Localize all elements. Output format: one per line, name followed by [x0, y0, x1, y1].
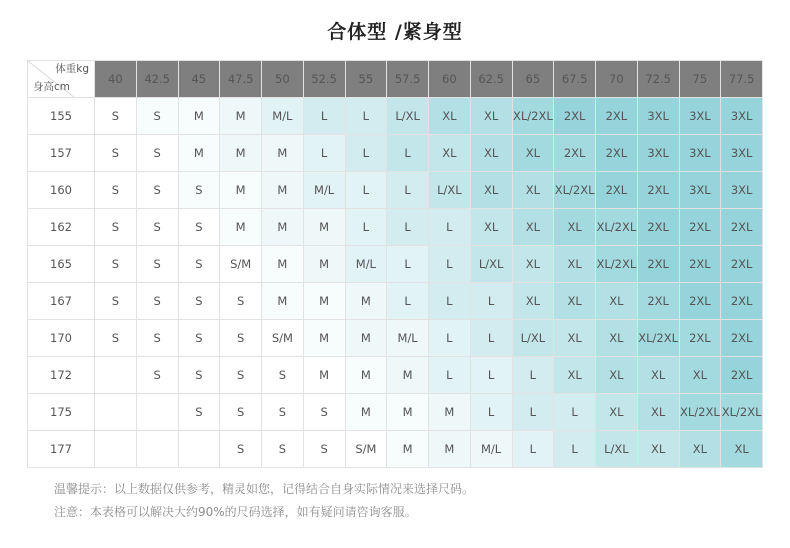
size-cell: XL: [512, 172, 554, 209]
size-cell: L: [387, 283, 429, 320]
size-cell: L: [429, 357, 471, 394]
size-cell: XL: [679, 357, 721, 394]
size-cell: 2XL: [637, 246, 679, 283]
weight-header-cell: 42.5: [136, 61, 178, 98]
size-cell: XL: [554, 209, 596, 246]
weight-header-cell: 45: [178, 61, 220, 98]
size-cell: L: [429, 320, 471, 357]
size-cell: 2XL: [721, 246, 763, 283]
size-cell: L/XL: [596, 431, 638, 468]
table-row: [28, 283, 763, 320]
size-cell: S: [220, 394, 262, 431]
size-cell: [136, 394, 178, 431]
size-cell: S: [220, 320, 262, 357]
size-cell: L: [303, 135, 345, 172]
size-cell: S: [95, 320, 137, 357]
size-cell: XL: [512, 135, 554, 172]
table-row: [28, 246, 763, 283]
size-cell: M: [220, 135, 262, 172]
size-cell: L/XL: [470, 246, 512, 283]
size-cell: XL: [470, 172, 512, 209]
size-cell: S: [303, 394, 345, 431]
size-cell: M: [220, 172, 262, 209]
height-cell: 175: [28, 394, 95, 431]
weight-header-cell: 40: [95, 61, 137, 98]
size-cell: XL: [429, 135, 471, 172]
size-cell: L: [429, 283, 471, 320]
size-cell: S/M: [345, 431, 387, 468]
size-cell: XL: [637, 394, 679, 431]
table-row: [28, 209, 763, 246]
size-cell: S: [220, 283, 262, 320]
size-cell: L: [345, 172, 387, 209]
size-cell: M/L: [387, 320, 429, 357]
size-cell: XL: [429, 98, 471, 135]
weight-header-cell: 65: [512, 61, 554, 98]
size-cell: S: [136, 98, 178, 135]
size-cell: XL: [554, 357, 596, 394]
size-cell: S: [220, 357, 262, 394]
size-cell: 2XL: [679, 209, 721, 246]
size-cell: 3XL: [721, 135, 763, 172]
size-cell: L: [345, 135, 387, 172]
size-cell: 2XL: [721, 357, 763, 394]
size-cell: M: [387, 357, 429, 394]
size-cell: L: [429, 209, 471, 246]
size-cell: XL: [637, 357, 679, 394]
size-cell: XL/2XL: [637, 320, 679, 357]
size-cell: M: [220, 98, 262, 135]
note-line-1: 温馨提示：以上数据仅供参考，精灵如您，记得结合自身实际情况来选择尺码。: [54, 482, 475, 496]
height-cell: 165: [28, 246, 95, 283]
size-chart-table-wrapper: [27, 60, 763, 468]
size-cell: XL/2XL: [721, 394, 763, 431]
weight-header-cell: 50: [262, 61, 304, 98]
weight-axis-label: 体重kg: [55, 63, 89, 75]
size-cell: M/L: [303, 172, 345, 209]
size-cell: 2XL: [596, 172, 638, 209]
size-cell: XL: [554, 246, 596, 283]
size-cell: M/L: [345, 246, 387, 283]
height-cell: 177: [28, 431, 95, 468]
size-cell: M: [387, 394, 429, 431]
size-cell: 2XL: [637, 209, 679, 246]
size-cell: S: [178, 172, 220, 209]
size-cell: S: [220, 431, 262, 468]
size-cell: M: [303, 283, 345, 320]
size-cell: M: [303, 357, 345, 394]
table-row: [28, 98, 763, 135]
size-cell: M: [429, 394, 471, 431]
weight-header-cell: 47.5: [220, 61, 262, 98]
size-cell: 2XL: [554, 135, 596, 172]
size-cell: L: [429, 246, 471, 283]
size-cell: S: [136, 283, 178, 320]
size-cell: L: [470, 357, 512, 394]
size-cell: S: [303, 431, 345, 468]
size-cell: S: [95, 172, 137, 209]
size-cell: M: [429, 431, 471, 468]
size-cell: M: [178, 98, 220, 135]
size-cell: L/XL: [512, 320, 554, 357]
size-cell: S: [178, 283, 220, 320]
size-cell: M: [262, 283, 304, 320]
table-row: [28, 135, 763, 172]
size-cell: M: [220, 209, 262, 246]
size-cell: XL: [596, 394, 638, 431]
height-cell: 172: [28, 357, 95, 394]
size-cell: 3XL: [721, 98, 763, 135]
size-cell: XL: [596, 283, 638, 320]
axis-corner-cell: [28, 61, 95, 98]
size-cell: 2XL: [596, 98, 638, 135]
size-cell: XL: [470, 209, 512, 246]
size-cell: XL/2XL: [596, 246, 638, 283]
size-cell: L: [345, 98, 387, 135]
size-cell: S: [136, 209, 178, 246]
size-cell: M: [262, 209, 304, 246]
size-cell: 3XL: [679, 135, 721, 172]
size-cell: 3XL: [679, 98, 721, 135]
notes-block: [54, 478, 763, 524]
size-cell: XL: [596, 357, 638, 394]
size-cell: 2XL: [637, 283, 679, 320]
size-cell: M: [303, 209, 345, 246]
size-cell: XL: [637, 431, 679, 468]
size-cell: 3XL: [637, 135, 679, 172]
height-cell: 170: [28, 320, 95, 357]
size-cell: 2XL: [596, 135, 638, 172]
size-cell: XL: [512, 246, 554, 283]
weight-header-cell: 52.5: [303, 61, 345, 98]
weight-header-cell: 60: [429, 61, 471, 98]
size-cell: M: [345, 357, 387, 394]
size-cell: 2XL: [554, 98, 596, 135]
size-cell: [95, 357, 137, 394]
size-cell: M: [345, 320, 387, 357]
size-cell: L: [512, 431, 554, 468]
weight-header-cell: 62.5: [470, 61, 512, 98]
size-cell: S: [95, 246, 137, 283]
size-cell: S: [262, 394, 304, 431]
table-row: [28, 172, 763, 209]
size-cell: S: [178, 357, 220, 394]
size-cell: XL: [470, 135, 512, 172]
note-line-2: 注意：本表格可以解决大约90%的尺码选择，如有疑问请咨询客服。: [54, 504, 417, 519]
size-cell: S: [262, 357, 304, 394]
size-cell: S: [136, 357, 178, 394]
table-row: [28, 394, 763, 431]
table-row: [28, 431, 763, 468]
size-cell: 3XL: [679, 172, 721, 209]
size-cell: L/XL: [387, 98, 429, 135]
size-cell: XL/2XL: [554, 172, 596, 209]
height-cell: 160: [28, 172, 95, 209]
weight-header-cell: 77.5: [721, 61, 763, 98]
size-chart-table: [27, 60, 763, 468]
size-cell: 2XL: [721, 283, 763, 320]
height-cell: 167: [28, 283, 95, 320]
size-cell: L/XL: [429, 172, 471, 209]
size-cell: S/M: [262, 320, 304, 357]
size-cell: L: [470, 283, 512, 320]
size-cell: M: [303, 320, 345, 357]
size-cell: 2XL: [721, 209, 763, 246]
size-cell: L: [303, 98, 345, 135]
table-body: [28, 98, 763, 468]
size-cell: 2XL: [679, 320, 721, 357]
weight-header-cell: 70: [596, 61, 638, 98]
size-cell: 2XL: [637, 172, 679, 209]
size-cell: S: [178, 394, 220, 431]
size-cell: S: [178, 246, 220, 283]
size-cell: L: [387, 209, 429, 246]
size-cell: L: [554, 431, 596, 468]
size-cell: 2XL: [679, 246, 721, 283]
size-cell: XL: [554, 320, 596, 357]
size-cell: L: [387, 135, 429, 172]
size-cell: M/L: [262, 98, 304, 135]
size-cell: S/M: [220, 246, 262, 283]
size-cell: L: [470, 394, 512, 431]
size-cell: S: [95, 283, 137, 320]
weight-header-cell: 72.5: [637, 61, 679, 98]
size-cell: 3XL: [721, 172, 763, 209]
size-cell: XL: [470, 98, 512, 135]
size-cell: S: [95, 98, 137, 135]
size-cell: S: [136, 135, 178, 172]
height-cell: 155: [28, 98, 95, 135]
table-row: [28, 320, 763, 357]
size-cell: 2XL: [721, 320, 763, 357]
size-cell: M: [387, 431, 429, 468]
size-cell: M: [345, 394, 387, 431]
size-cell: [95, 431, 137, 468]
size-cell: L: [470, 320, 512, 357]
size-cell: XL: [679, 431, 721, 468]
size-cell: S: [136, 172, 178, 209]
size-cell: S: [178, 320, 220, 357]
size-cell: 3XL: [637, 98, 679, 135]
size-cell: XL: [512, 209, 554, 246]
size-cell: XL: [512, 283, 554, 320]
size-cell: M: [262, 172, 304, 209]
weight-header-cell: 75: [679, 61, 721, 98]
size-cell: L: [554, 394, 596, 431]
size-cell: M: [262, 135, 304, 172]
size-cell: [178, 431, 220, 468]
size-cell: M: [345, 283, 387, 320]
size-cell: XL/2XL: [679, 394, 721, 431]
size-cell: XL: [554, 283, 596, 320]
table-row: [28, 357, 763, 394]
size-cell: L: [512, 394, 554, 431]
size-cell: S: [262, 431, 304, 468]
weight-header-cell: 57.5: [387, 61, 429, 98]
size-cell: M: [178, 135, 220, 172]
size-cell: XL/2XL: [512, 98, 554, 135]
table-header-row: [28, 61, 763, 98]
page-title: 合体型 /紧身型: [327, 21, 463, 43]
height-axis-label: 身高cm: [33, 81, 71, 94]
size-cell: S: [136, 246, 178, 283]
size-cell: XL/2XL: [596, 209, 638, 246]
weight-header-cell: 55: [345, 61, 387, 98]
size-cell: M/L: [470, 431, 512, 468]
size-cell: L: [512, 357, 554, 394]
size-cell: S: [178, 209, 220, 246]
size-cell: L: [387, 246, 429, 283]
size-cell: XL: [721, 431, 763, 468]
size-cell: XL: [596, 320, 638, 357]
size-cell: M: [262, 246, 304, 283]
size-cell: M: [303, 246, 345, 283]
height-cell: 157: [28, 135, 95, 172]
weight-header-cell: 67.5: [554, 61, 596, 98]
table-header: [28, 61, 763, 98]
size-cell: [136, 431, 178, 468]
size-cell: [95, 394, 137, 431]
size-cell: S: [95, 135, 137, 172]
size-cell: S: [136, 320, 178, 357]
height-cell: 162: [28, 209, 95, 246]
size-cell: S: [95, 209, 137, 246]
size-cell: L: [387, 172, 429, 209]
size-cell: L: [345, 209, 387, 246]
size-cell: 2XL: [679, 283, 721, 320]
